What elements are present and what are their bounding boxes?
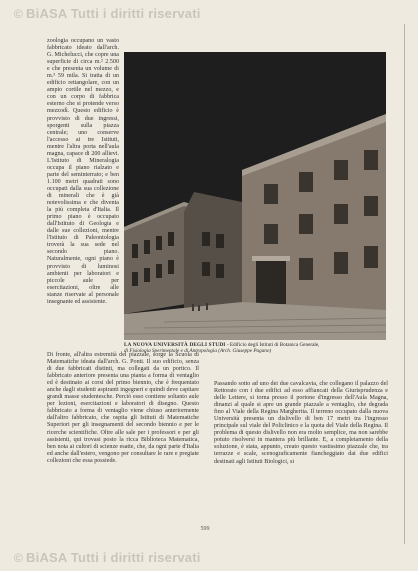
university-building-photo <box>124 52 386 340</box>
page-number: 599 <box>200 526 210 532</box>
watermark-text-bottom: BiASA Tutti i diritti riservati <box>26 550 201 565</box>
watermark-bottom <box>14 550 201 565</box>
building-illustration <box>124 52 386 340</box>
watermark-text: BiASA Tutti i diritti riservati <box>26 6 201 21</box>
copyright-symbol-bottom: © <box>14 551 24 565</box>
page-edge-rule <box>404 24 405 544</box>
article-left-column-bottom: Di fronte, all'altra estremità del piazzale, sorge la Scuola di Matematiche ideata dall'arch. G. Ponti. Il suo edificio, senza di due fabbricati distinti, ma collegati da un portico. Il fabbricato anteriore presenta una pianta a forma di ventaglio ed è destinato ai corsi del primo biennio, che è frequentato anche dagli studenti aspiranti ingegneri e quindi deve capitare grandi masse studentesche. Perciò esso contiene soltanto aule per lezioni, esercitazioni e laboratori di disegno. Questo fabbricato a forma di ventaglio viene chiuso anteriormente dall'altro fabbricato, che ospita gli Istituti di Matematiche Superiori per gli insegnamenti del secondo biennio e per le ricerche scientifiche. Oltre alle sale per i professori e per gli assistenti, qui trovasi posto la ricca Biblioteca Matematica, ben nota ai cultori di scienze esatte, che, da ogni parte d'Italia ed anche dall'estero, vengono per consultare le rare e pregiate collezioni che essa possiede. <box>47 352 199 464</box>
watermark-top <box>14 6 201 21</box>
caption-detail: - Edificio degli Istituti di Botanica Generale, <box>226 342 320 348</box>
article-left-column-top: zoologia occupano un vasto fabbricato ideato dall'arch. G. Michelucci, che copre una superficie di circa m.² 2.500 e che presenta un volume di m.³ 59 mila. Si tratta di un edificio rettangolare, con un ampio cortile nel mezzo, e con un corpo di fabbrica esterno che si protende verso mezzodì. Questo edificio è provvisto di due ingressi, sporgenti sulla piazza centrale; uno conserve l'accesso ai tre Istituti, mentre l'altra porta nell'aula magna, capace di 200 allievi. L'Istituto di Mineralogia occupa il piano rialzato e parte del seminterrato; e ben 1.100 metri quadrati sono occupati dalla sua collezione di minerali che è già notevolissima e che diventa la più completa d'Italia. Il primo piano è occupato dall'Istituto di Geologia e dalle sue collezioni, mentre l'Istituto di Paleontologia troverà la sua sede nel secondo piano. Naturalmente, ogni piano è provvisto di luminosi ambienti per laboratori e piccole aule per esercitazioni, oltre alle stanze riservate al personale insegnante ed assistente. <box>47 38 119 305</box>
article-right-column: Passando sotto ad uno dei due cavalcavia, che collegano il palazzo del Rettorato con i due edifici ad esso affiancati della Giurisprudenza e delle Lettere, si torna presso il portone d'ingresso dell'Aula Magna, dinanzi al quale si apre un grande piazzale a ventaglio, che degrada fino al Viale della Regina Margherita. Il terreno occupato dalla nuova Università presenta un dislivello di ben 17 metri tra l'ingresso principale sul viale del Policlinico e la quota del Viale della Regina. Il problema di questo dislivello non era molto semplice, ma non sarebbe potuto risolversi in maniera più brillante. E, a completamento della soluzione, è stata, appunto, creato questo vastissimo piazzale che, tra terrazze e scale, scenograficamente fiancheggiato dai due edifici destinati agli Istituti Biologici, si <box>214 381 388 465</box>
copyright-symbol: © <box>14 7 24 21</box>
caption-title: LA NUOVA UNIVERSITÀ DEGLI STUDI <box>124 342 226 348</box>
caption-line-2: di Fisiologia Sperimentale e di Antropologia (Arch. Giuseppe Pagano) <box>124 348 272 355</box>
